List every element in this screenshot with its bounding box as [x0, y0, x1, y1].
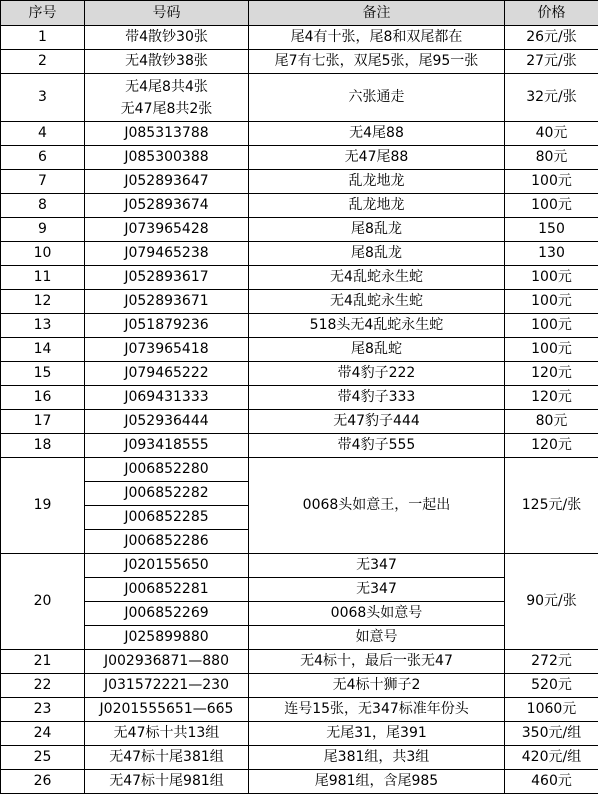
row-note: 无4标十，最后一张无47	[249, 650, 505, 674]
table-row	[1, 698, 598, 722]
table-row	[1, 290, 598, 314]
table-row	[1, 458, 598, 482]
row-number: 带4散钞30张	[85, 26, 249, 50]
row-note: 无尾31，尾391	[249, 722, 505, 746]
table-row	[1, 266, 598, 290]
table-row	[1, 50, 598, 74]
row-number	[85, 74, 249, 122]
row-number: J093418555	[85, 434, 249, 458]
row-note: 尾8乱龙	[249, 242, 505, 266]
row-number: J006852280	[85, 458, 249, 482]
row-note: 尾4有十张，尾8和双尾都在	[249, 26, 505, 50]
row-note: 无4乱蛇永生蛇	[249, 290, 505, 314]
table-row	[1, 194, 598, 218]
row-note: 带4豹子222	[249, 362, 505, 386]
row-number: J006852269	[85, 602, 249, 626]
table-row	[1, 362, 598, 386]
row-no: 8	[1, 194, 85, 218]
row-price: 100元	[505, 194, 598, 218]
row-number: J069431333	[85, 386, 249, 410]
row-note: 如意号	[249, 626, 505, 650]
table-row	[1, 650, 598, 674]
row-no: 22	[1, 674, 85, 698]
row-no: 11	[1, 266, 85, 290]
row-note: 尾381组，共3组	[249, 746, 505, 770]
row-number: J052893617	[85, 266, 249, 290]
row-price: 125元/张	[505, 458, 598, 554]
table-row	[1, 410, 598, 434]
row-note: 无347	[249, 578, 505, 602]
row-no: 18	[1, 434, 85, 458]
row-no: 19	[1, 458, 85, 554]
table-row	[1, 554, 598, 578]
row-price: 27元/张	[505, 50, 598, 74]
row-number: 无4散钞38张	[85, 50, 249, 74]
row-number: J052893674	[85, 194, 249, 218]
row-price: 80元	[505, 410, 598, 434]
row-price: 32元/张	[505, 74, 598, 122]
row-no: 6	[1, 146, 85, 170]
row-number: 无47标十共13组	[85, 722, 249, 746]
table-row	[1, 674, 598, 698]
row-number: J073965418	[85, 338, 249, 362]
row-note: 0068头如意号	[249, 602, 505, 626]
row-number: J079465238	[85, 242, 249, 266]
row-no: 4	[1, 122, 85, 146]
row-price: 100元	[505, 338, 598, 362]
row-price: 150	[505, 218, 598, 242]
row-note: 尾981组，含尾985	[249, 770, 505, 794]
header-price: 价格	[505, 1, 598, 26]
row-note: 无347	[249, 554, 505, 578]
row-note: 带4豹子555	[249, 434, 505, 458]
row-price: 120元	[505, 386, 598, 410]
row-note: 无4乱蛇永生蛇	[249, 266, 505, 290]
row-price: 90元/张	[505, 554, 598, 650]
row-price: 120元	[505, 362, 598, 386]
header-number: 号码	[85, 1, 249, 26]
header-row	[1, 1, 598, 26]
row-no: 9	[1, 218, 85, 242]
row-price: 130	[505, 242, 598, 266]
row-no: 10	[1, 242, 85, 266]
row-number-line: 无4尾8共4张	[85, 76, 248, 98]
row-no: 24	[1, 722, 85, 746]
row-number: 无47标十尾381组	[85, 746, 249, 770]
row-number: J031572221—230	[85, 674, 249, 698]
row-note: 乱龙地龙	[249, 194, 505, 218]
row-note: 尾8乱龙	[249, 218, 505, 242]
row-note: 无47豹子444	[249, 410, 505, 434]
row-no: 3	[1, 74, 85, 122]
header-no: 序号	[1, 1, 85, 26]
row-no: 1	[1, 26, 85, 50]
row-no: 2	[1, 50, 85, 74]
row-number: J025899880	[85, 626, 249, 650]
table-row	[1, 242, 598, 266]
row-no: 13	[1, 314, 85, 338]
row-price: 120元	[505, 434, 598, 458]
row-no: 17	[1, 410, 85, 434]
row-number: J020155650	[85, 554, 249, 578]
row-note: 无47尾88	[249, 146, 505, 170]
row-number: J006852286	[85, 530, 249, 554]
table-row	[1, 386, 598, 410]
table-row	[1, 170, 598, 194]
table-row	[1, 74, 598, 122]
row-no: 12	[1, 290, 85, 314]
row-note: 带4豹子333	[249, 386, 505, 410]
row-number: J006852281	[85, 578, 249, 602]
row-price: 1060元	[505, 698, 598, 722]
row-no: 26	[1, 770, 85, 794]
row-no: 21	[1, 650, 85, 674]
row-note: 无4尾88	[249, 122, 505, 146]
row-no: 20	[1, 554, 85, 650]
row-number: J079465222	[85, 362, 249, 386]
table-row	[1, 746, 598, 770]
row-price: 520元	[505, 674, 598, 698]
row-no: 14	[1, 338, 85, 362]
row-no: 23	[1, 698, 85, 722]
row-number: J085300388	[85, 146, 249, 170]
row-price: 100元	[505, 266, 598, 290]
row-number: 无47标十尾981组	[85, 770, 249, 794]
row-number: J051879236	[85, 314, 249, 338]
row-note: 乱龙地龙	[249, 170, 505, 194]
row-note: 无4标十狮子2	[249, 674, 505, 698]
row-note: 518头无4乱蛇永生蛇	[249, 314, 505, 338]
row-price: 40元	[505, 122, 598, 146]
row-price: 100元	[505, 170, 598, 194]
table-row	[1, 122, 598, 146]
row-number: J052893671	[85, 290, 249, 314]
row-price: 26元/张	[505, 26, 598, 50]
row-number: J006852282	[85, 482, 249, 506]
row-number: J002936871—880	[85, 650, 249, 674]
row-price: 460元	[505, 770, 598, 794]
row-price: 100元	[505, 314, 598, 338]
table-row	[1, 218, 598, 242]
row-no: 7	[1, 170, 85, 194]
table-row	[1, 722, 598, 746]
row-note: 连号15张，无347标准年份头	[249, 698, 505, 722]
row-price: 420元/组	[505, 746, 598, 770]
header-note: 备注	[249, 1, 505, 26]
row-no: 15	[1, 362, 85, 386]
table-row	[1, 770, 598, 794]
table-row	[1, 314, 598, 338]
row-note: 0068头如意王，一起出	[249, 458, 505, 554]
row-number: J052936444	[85, 410, 249, 434]
table-row	[1, 338, 598, 362]
row-price: 100元	[505, 290, 598, 314]
row-number-line: 无47尾8共2张	[85, 98, 248, 120]
row-price: 80元	[505, 146, 598, 170]
table-row	[1, 434, 598, 458]
row-price: 350元/组	[505, 722, 598, 746]
table-row	[1, 146, 598, 170]
row-note: 尾8乱蛇	[249, 338, 505, 362]
row-note: 尾7有七张，双尾5张，尾95一张	[249, 50, 505, 74]
row-number: J052893647	[85, 170, 249, 194]
row-number: J0201555651—665	[85, 698, 249, 722]
row-no: 25	[1, 746, 85, 770]
row-number: J006852285	[85, 506, 249, 530]
row-number: J085313788	[85, 122, 249, 146]
row-number: J073965428	[85, 218, 249, 242]
row-no: 16	[1, 386, 85, 410]
table-row	[1, 26, 598, 50]
row-note: 六张通走	[249, 74, 505, 122]
row-price: 272元	[505, 650, 598, 674]
